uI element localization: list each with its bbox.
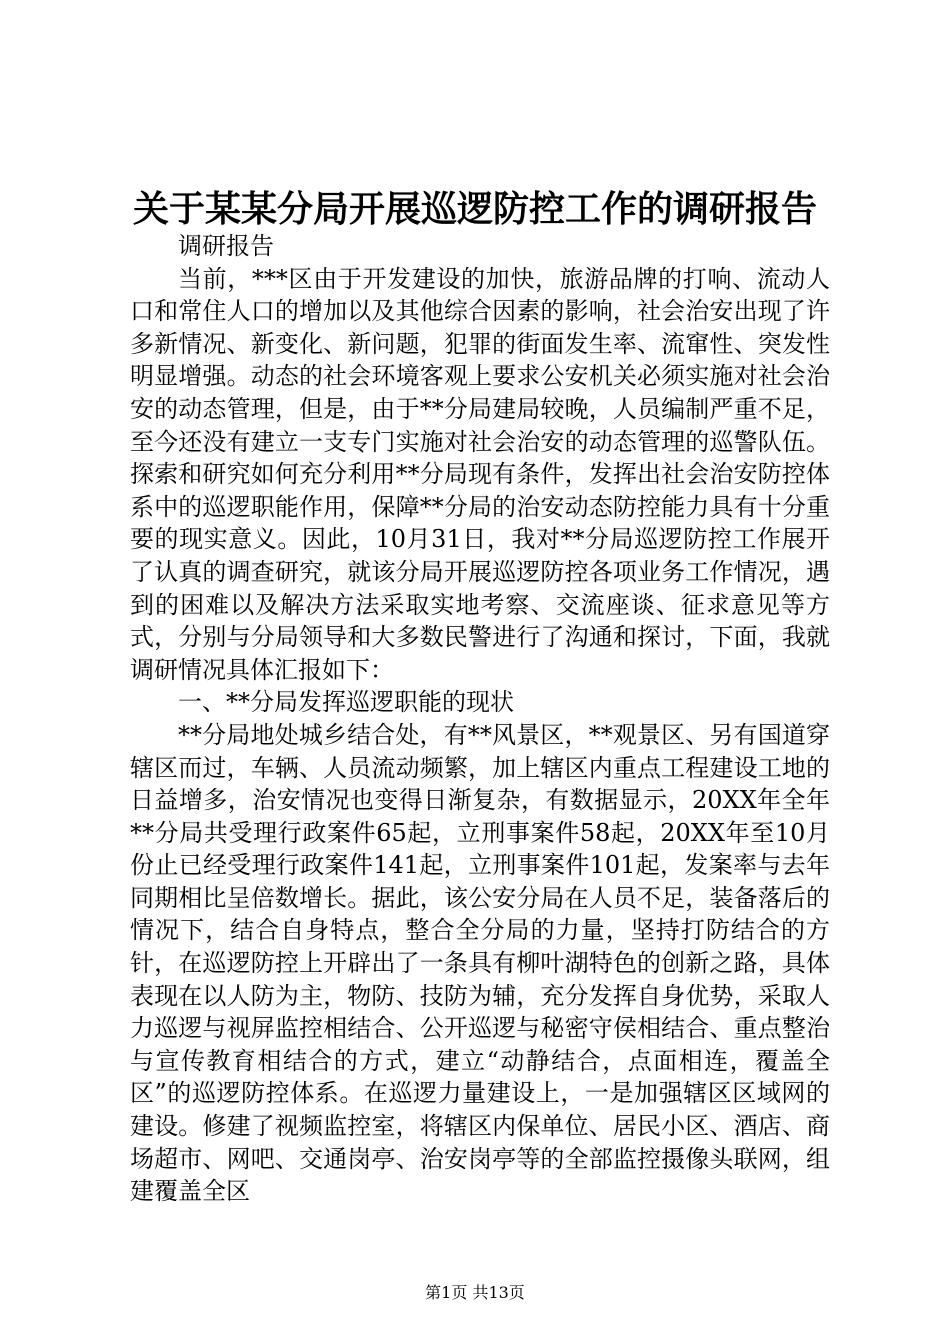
document-body <box>130 230 830 1208</box>
section-heading: 一、**分局发挥巡逻职能的现状 <box>178 688 514 717</box>
paragraph-intro: 当前，***区由于开发建设的加快，旅游品牌的打响、流动人口和常住人口的增加以及其他综合因素的影响，社会治安出现了许多新情况、新变化、新问题，犯罪的街面发生率、流窜性、突发性明显增强。动态的社会环境客观上要求公安机关必须实施对社会治安的动态管理，但是，由于**分局建局较晚，人员编制严重不足，至今还没有建立一支专门实施对社会治安的动态管理的巡警队伍。探索和研究如何充分利用**分局现有条件，发挥出社会治安防控体系中的巡逻职能作用，保障**分局的治安动态防控能力具有十分重要的现实意义。因此，10月31日，我对**分局巡逻防控工作展开了认真的调查研究，就该分局开展巡逻防控各项业务工作情况，遇到的困难以及解决方法采取实地考察、交流座谈、征求意见等方式，分别与分局领导和大多数民警进行了沟通和探讨，下面，我就调研情况具体汇报如下： <box>130 264 830 684</box>
paragraph-situation: **分局地处城乡结合处，有**风景区，**观景区、另有国道穿辖区而过，车辆、人员流动频繁，加上辖区内重点工程建设工地的日益增多，治安情况也变得日渐复杂，有数据显示，20XX年全年**分局共受理行政案件65起，立刑事案件58起，20XX年至10月份止已经受理行政案件141起，立刑事案件101起，发案率与去年同期相比呈倍数增长。据此，该公安分局在人员不足，装备落后的情况下，结合自身特点，整合全分局的力量，坚持打防结合的方针，在巡逻防控上开辟出了一条具有柳叶湖特色的创新之路，具体表现在以人防为主，物防、技防为辅，充分发挥自身优势，采取人力巡逻与视屏监控相结合、公开巡逻与秘密守侯相结合、重点整治与宣传教育相结合的方式，建立“动静结合，点面相连，覆盖全区”的巡逻防控体系。在巡逻力量建设上，一是加强辖区区域网的建设。修建了视频监控室，将辖区内保单位、居民小区、酒店、商场超市、网吧、交通岗亭、治安岗亭等的全部监控摄像头联网，组建覆盖全区 <box>130 720 830 1206</box>
page-footer: 第1页 共13页 <box>425 1283 525 1302</box>
paragraph-subtitle: 调研报告 <box>178 232 274 260</box>
document-title: 关于某某分局开展巡逻防控工作的调研报告 <box>132 188 817 230</box>
